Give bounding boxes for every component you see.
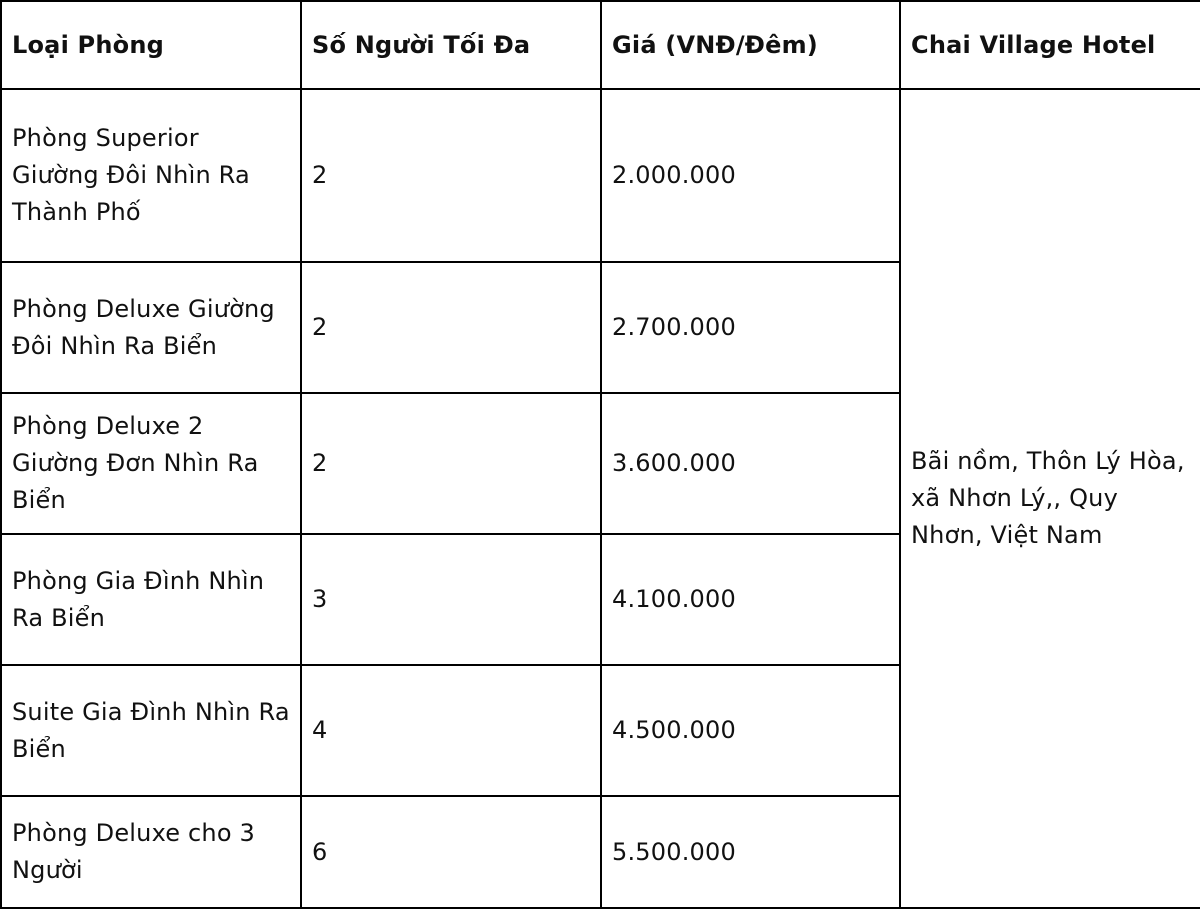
table-header-row (1, 1, 1200, 89)
price-cell: 5.500.000 (601, 796, 900, 908)
room-type-cell: Phòng Gia Đình Nhìn Ra Biển (1, 534, 301, 665)
room-type-cell: Phòng Deluxe Giường Đôi Nhìn Ra Biển (1, 262, 301, 393)
header-room-type: Loại Phòng (1, 1, 301, 89)
header-hotel-name: Chai Village Hotel (900, 1, 1200, 89)
max-guests-cell: 2 (301, 89, 601, 262)
max-guests-cell: 3 (301, 534, 601, 665)
room-type-cell: Phòng Deluxe 2 Giường Đơn Nhìn Ra Biển (1, 393, 301, 534)
max-guests-cell: 2 (301, 262, 601, 393)
hotel-address-cell: Bãi nồm, Thôn Lý Hòa, xã Nhơn Lý,, Quy Nhơn, Việt Nam (900, 89, 1200, 908)
price-cell: 4.100.000 (601, 534, 900, 665)
max-guests-cell: 6 (301, 796, 601, 908)
header-max-guests: Số Người Tối Đa (301, 1, 601, 89)
price-cell: 4.500.000 (601, 665, 900, 796)
max-guests-cell: 2 (301, 393, 601, 534)
room-type-cell: Phòng Deluxe cho 3 Người (1, 796, 301, 908)
price-cell: 2.000.000 (601, 89, 900, 262)
price-cell: 3.600.000 (601, 393, 900, 534)
room-type-cell: Suite Gia Đình Nhìn Ra Biển (1, 665, 301, 796)
header-price: Giá (VNĐ/Đêm) (601, 1, 900, 89)
room-type-cell: Phòng Superior Giường Đôi Nhìn Ra Thành Phố (1, 89, 301, 262)
max-guests-cell: 4 (301, 665, 601, 796)
price-cell: 2.700.000 (601, 262, 900, 393)
table-row (1, 89, 1200, 262)
